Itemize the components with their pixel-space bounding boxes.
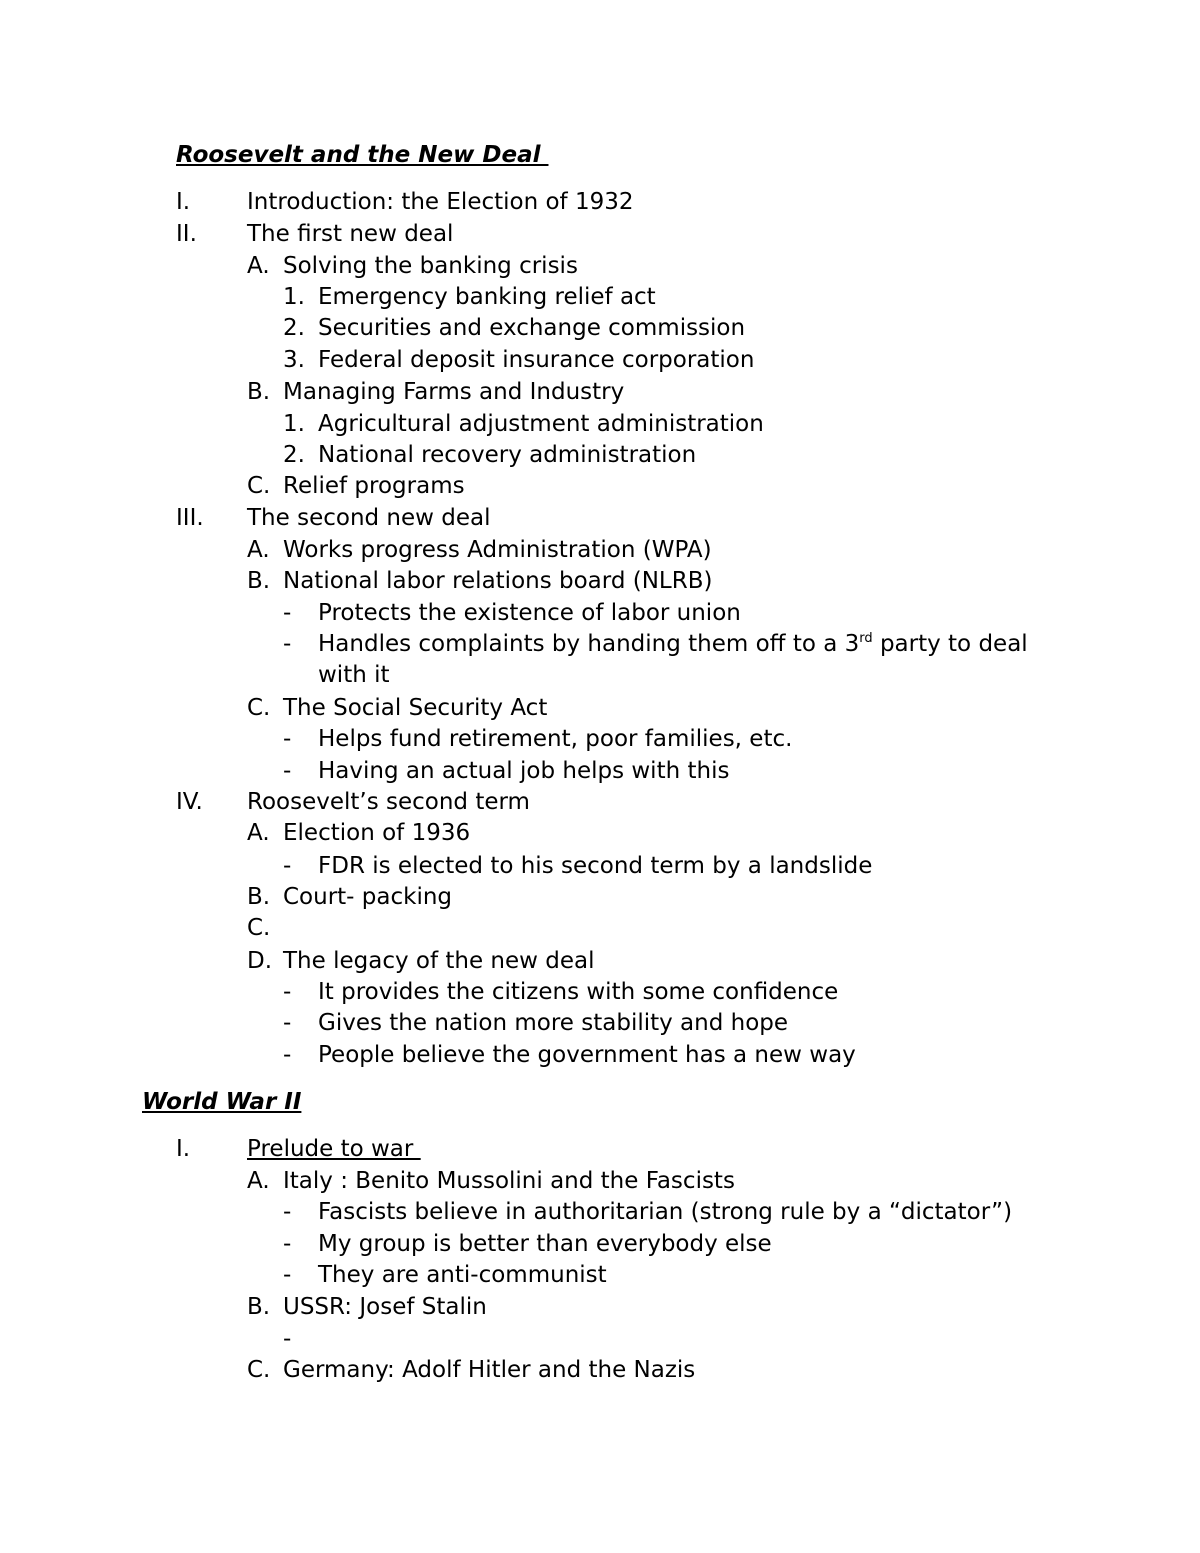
outline-bullet bbox=[0, 1259, 1200, 1291]
outline-subitem-farms-industry bbox=[0, 376, 1200, 408]
outline-subsubitem bbox=[0, 281, 1200, 313]
letter-marker: A. bbox=[247, 1168, 270, 1194]
outline-bullet-empty bbox=[0, 1323, 1200, 1355]
outline-bullet bbox=[0, 1007, 1200, 1039]
outline-text: National recovery administration bbox=[318, 442, 697, 468]
letter-marker: A. bbox=[247, 820, 270, 846]
outline-text: Court- packing bbox=[283, 884, 453, 910]
roman-numeral: I. bbox=[176, 1136, 191, 1162]
outline-item-second-new-deal bbox=[0, 502, 1200, 534]
number-marker: 1. bbox=[283, 284, 305, 310]
letter-marker: B. bbox=[247, 884, 271, 910]
section-title-new-deal: Roosevelt and the New Deal bbox=[176, 142, 549, 168]
outline-text bbox=[318, 628, 1028, 660]
dash-marker: - bbox=[283, 600, 292, 626]
outline-text: Prelude to war bbox=[247, 1136, 421, 1162]
outline-bullet-continuation bbox=[0, 659, 1200, 691]
outline-text: Agricultural adjustment administration bbox=[318, 411, 764, 437]
roman-numeral: IV. bbox=[176, 789, 203, 815]
dash-marker: - bbox=[283, 979, 292, 1005]
letter-marker: C. bbox=[247, 695, 271, 721]
dash-marker: - bbox=[283, 1326, 292, 1352]
outline-subsubitem bbox=[0, 344, 1200, 376]
outline-text: Election of 1936 bbox=[283, 820, 471, 846]
outline-item-first-new-deal bbox=[0, 218, 1200, 250]
outline-text: Works progress Administration (WPA) bbox=[283, 537, 712, 563]
number-marker: 3. bbox=[283, 347, 305, 373]
outline-text: Federal deposit insurance corporation bbox=[318, 347, 755, 373]
dash-marker: - bbox=[283, 1010, 292, 1036]
letter-marker: A. bbox=[247, 253, 270, 279]
outline-text: People believe the government has a new way bbox=[318, 1042, 856, 1068]
outline-text: Gives the nation more stability and hope bbox=[318, 1010, 789, 1036]
outline-text: Helps fund retirement, poor families, etc. bbox=[318, 726, 793, 752]
text-segment: party to deal bbox=[872, 631, 1028, 657]
outline-bullet bbox=[0, 597, 1200, 629]
letter-marker: C. bbox=[247, 915, 271, 941]
outline-text: FDR is elected to his second term by a landslide bbox=[318, 853, 873, 879]
outline-text: USSR: Josef Stalin bbox=[283, 1294, 487, 1320]
outline-text: The legacy of the new deal bbox=[283, 948, 595, 974]
outline-text: Roosevelt’s second term bbox=[247, 789, 530, 815]
number-marker: 1. bbox=[283, 411, 305, 437]
dash-marker: - bbox=[283, 631, 292, 657]
outline-bullet bbox=[0, 1228, 1200, 1260]
outline-subsubitem bbox=[0, 439, 1200, 471]
letter-marker: B. bbox=[247, 379, 271, 405]
outline-item-prelude bbox=[0, 1133, 1200, 1165]
outline-subitem-social-security bbox=[0, 692, 1200, 724]
dash-marker: - bbox=[283, 1042, 292, 1068]
dash-marker: - bbox=[283, 758, 292, 784]
outline-text: Securities and exchange commission bbox=[318, 315, 746, 341]
letter-marker: D. bbox=[247, 948, 273, 974]
ordinal-suffix: rd bbox=[859, 631, 873, 646]
dash-marker: - bbox=[283, 1199, 292, 1225]
text-segment: Handles complaints by handing them off to a 3 bbox=[318, 631, 860, 657]
outline-subitem-relief-programs bbox=[0, 470, 1200, 502]
letter-marker: B. bbox=[247, 568, 271, 594]
outline-bullet bbox=[0, 1196, 1200, 1228]
outline-text: Emergency banking relief act bbox=[318, 284, 656, 310]
outline-text: The Social Security Act bbox=[283, 695, 548, 721]
outline-subitem-germany bbox=[0, 1354, 1200, 1386]
dash-marker: - bbox=[283, 1231, 292, 1257]
outline-subitem-italy bbox=[0, 1165, 1200, 1197]
outline-text: Italy : Benito Mussolini and the Fascists bbox=[283, 1168, 735, 1194]
outline-bullet bbox=[0, 755, 1200, 787]
outline-text: with it bbox=[318, 662, 390, 688]
letter-marker: B. bbox=[247, 1294, 271, 1320]
outline-text: Relief programs bbox=[283, 473, 465, 499]
outline-bullet bbox=[0, 850, 1200, 882]
outline-subitem-election-1936 bbox=[0, 817, 1200, 849]
outline-text: The first new deal bbox=[247, 221, 454, 247]
outline-item-second-term bbox=[0, 786, 1200, 818]
letter-marker: C. bbox=[247, 1357, 271, 1383]
outline-text: Managing Farms and Industry bbox=[283, 379, 625, 405]
number-marker: 2. bbox=[283, 315, 305, 341]
outline-subitem-banking-crisis bbox=[0, 250, 1200, 282]
outline-text: Fascists believe in authoritarian (strong rule by a “dictator”) bbox=[318, 1199, 1013, 1225]
outline-text: Solving the banking crisis bbox=[283, 253, 578, 279]
outline-bullet bbox=[0, 1039, 1200, 1071]
outline-subsubitem bbox=[0, 408, 1200, 440]
outline-text: It provides the citizens with some confidence bbox=[318, 979, 839, 1005]
number-marker: 2. bbox=[283, 442, 305, 468]
roman-numeral: I. bbox=[176, 189, 191, 215]
outline-text: National labor relations board (NLRB) bbox=[283, 568, 713, 594]
roman-numeral: II. bbox=[176, 221, 197, 247]
outline-subsubitem bbox=[0, 312, 1200, 344]
outline-text: Protects the existence of labor union bbox=[318, 600, 741, 626]
outline-subitem-court-packing bbox=[0, 881, 1200, 913]
dash-marker: - bbox=[283, 726, 292, 752]
outline-subitem-legacy bbox=[0, 945, 1200, 977]
outline-subitem-ussr bbox=[0, 1291, 1200, 1323]
outline-bullet bbox=[0, 723, 1200, 755]
dash-marker: - bbox=[283, 1262, 292, 1288]
outline-text: Introduction: the Election of 1932 bbox=[247, 189, 634, 215]
roman-numeral: III. bbox=[176, 505, 204, 531]
outline-bullet bbox=[0, 628, 1200, 660]
outline-text: My group is better than everybody else bbox=[318, 1231, 772, 1257]
outline-item-introduction bbox=[0, 186, 1200, 218]
outline-text: The second new deal bbox=[247, 505, 491, 531]
outline-subitem-empty bbox=[0, 912, 1200, 944]
outline-text: They are anti-communist bbox=[318, 1262, 607, 1288]
dash-marker: - bbox=[283, 853, 292, 879]
letter-marker: A. bbox=[247, 537, 270, 563]
section-title-world-war-ii: World War II bbox=[142, 1089, 302, 1115]
outline-subitem-nlrb bbox=[0, 565, 1200, 597]
letter-marker: C. bbox=[247, 473, 271, 499]
outline-subitem-wpa bbox=[0, 534, 1200, 566]
outline-text: Having an actual job helps with this bbox=[318, 758, 730, 784]
outline-text: Germany: Adolf Hitler and the Nazis bbox=[283, 1357, 696, 1383]
outline-bullet bbox=[0, 976, 1200, 1008]
